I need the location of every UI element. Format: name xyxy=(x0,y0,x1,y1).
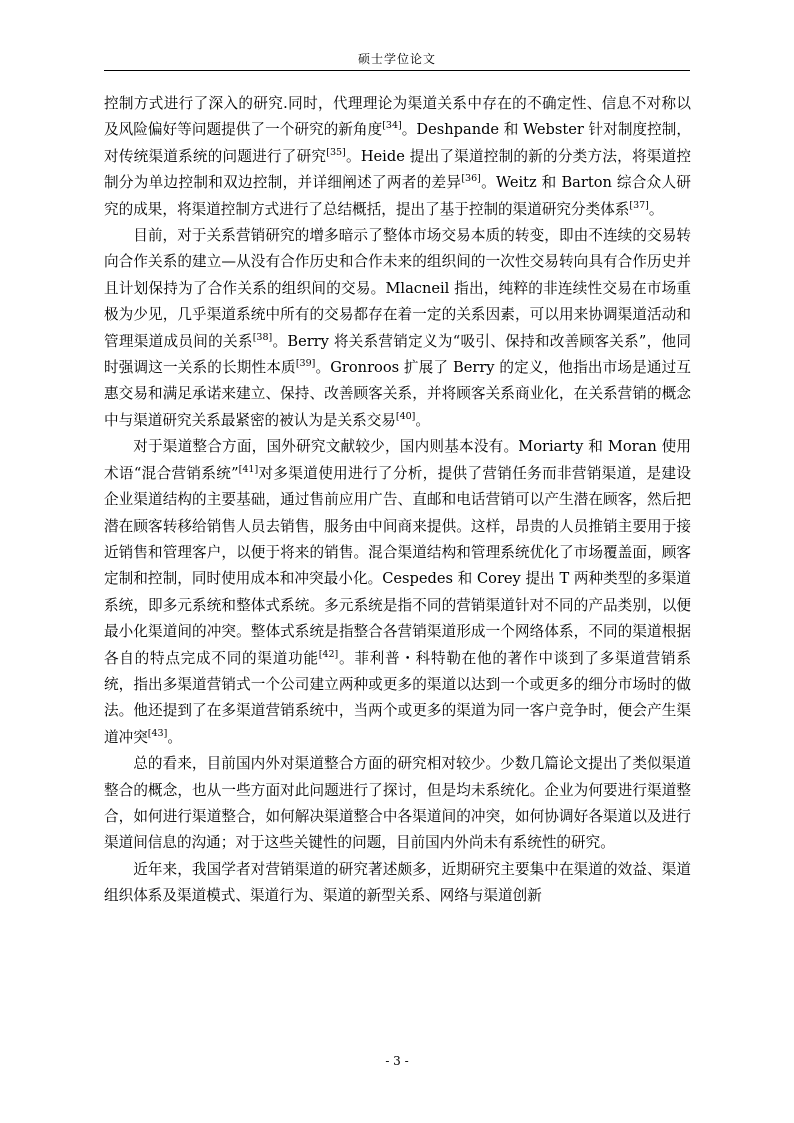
citation-ref: [34] xyxy=(382,120,402,132)
text-run: 总的看来，目前国内外对渠道整合方面的研究相对较少。少数几篇论文提出了类似渠道整合的概念，也从一些方面对此问题进行了探讨，但是均未系统化。企业为何要进行渠道整合，如何进行渠道整合，如何解决渠道整合中各渠道间的冲突，如何协调好各渠道以及进行渠道间信息的沟通；对于这些关键性的问题，目前国内外尚未有系统性的研究。 xyxy=(104,755,691,852)
text-run: 。 xyxy=(648,200,664,218)
text-run: 近年来，我国学者对营销渠道的研究著述颇多，近期研究主要集中在渠道的效益、渠道组织体系及渠道模式、渠道行为、渠道的新型关系、网络与渠道创新 xyxy=(104,860,691,905)
text-run: 。Heide 提出了渠道控制的新的分类方法，将渠道控制分为单边控制和双边控制，并详细阐述了两者的差异 xyxy=(104,147,691,192)
text-run: 。Weitz 和 Barton 综合众人研究的成果，将渠道控制方式进行了总结概括，提出了基于控制的渠道研究分类体系 xyxy=(104,174,691,218)
citation-ref: [41] xyxy=(238,463,259,475)
citation-ref: [42] xyxy=(318,648,339,660)
paragraph-3 xyxy=(104,434,691,751)
citation-ref: [36] xyxy=(461,173,481,185)
text-run: 。Gronroos 扩展了 Berry 的定义，他指出市场是通过互惠交易和满足承诺来建立、保持、改善顾客关系，并将顾客关系商业化，在关系营销的概念中与渠道研究关系最紧密的被认为是关系交易 xyxy=(104,359,691,429)
text-run: 。菲利普・科特勒在他的著作中谈到了多渠道营销系统，指出多渠道营销式一个公司建立两种或更多的渠道以达到一个或更多的细分市场时的做法。他还提到了在多渠道营销系统中，当两个或更多的渠道为同一客户竞争时，便会产生渠道冲突 xyxy=(104,649,691,746)
header-rule xyxy=(104,70,690,71)
paragraph-2 xyxy=(104,223,691,434)
body-text xyxy=(104,91,691,910)
running-header: 硕士学位论文 xyxy=(357,52,436,66)
text-run: 。 xyxy=(415,411,431,429)
citation-ref: [35] xyxy=(326,146,346,158)
citation-ref: [40] xyxy=(395,410,416,422)
text-run: 。Deshpande 和 Webster 针对制度控制，对传统渠道系统的问题进行了研究 xyxy=(104,121,691,165)
paragraph-1 xyxy=(104,91,691,223)
text-run: 。 xyxy=(167,728,182,746)
citation-ref: [39] xyxy=(295,358,316,370)
page-number: - 3 - xyxy=(385,1054,409,1068)
text-run: 对多渠道使用进行了分析，提供了营销任务而非营销渠道，是建设企业渠道结构的主要基础，通过售前应用广告、直邮和电话营销可以产生潜在顾客，然后把潜在顾客转移给销售人员去销售，服务由中间商来提供。这样，昂贵的人员推销主要用于接近销售和管理客户，以便于将来的销售。混合渠道结构和管理系统优化了市场覆盖面，顾客定制和控制，同时使用成本和冲突最小化。Cespedes 和 Corey 提出 T 两种类型的多渠道系统，即多元系统和整体式系统。多元系统是指不同的营销渠道针对不同的产品类别，以便最小化渠道间的冲突。整体式系统是指整合各营销渠道形成一个网络体系，不同的渠道根据各自的特点完成不同的渠道功能 xyxy=(104,464,691,667)
text-run: 控制方式进行了深入的研究.同时，代理理论为渠道关系中存在的不确定性、信息不对称以及风险偏好等问题提供了一个研究的新角度 xyxy=(104,95,691,139)
paragraph-4 xyxy=(104,751,691,857)
text-run: 。Berry 将关系营销定义为“吸引、保持和改善顾客关系”，他同时强调这一关系的长期性本质 xyxy=(104,332,691,377)
citation-ref: [37] xyxy=(629,199,649,211)
text-run: 目前，对于关系营销研究的增多暗示了整体市场交易本质的转变，即由不连续的交易转向合作关系的建立—从没有合作历史和合作未来的组织间的一次性交易转向具有合作历史并且计划保持为了合作关系的组织间的交易。Mlacneil 指出，纯粹的非连续性交易在市场重极为少见，几乎渠道系统中所有的交易都存在着一定的关系因素，可以用来协调渠道活动和管理渠道成员间的关系 xyxy=(104,227,691,350)
citation-ref: [43] xyxy=(147,727,168,739)
paragraph-5 xyxy=(104,857,691,910)
text-run: 对于渠道整合方面，国外研究文献较少，国内则基本没有。Moriarty 和 Moran 使用术语“混合营销系统” xyxy=(104,438,691,482)
citation-ref: [38] xyxy=(252,331,273,343)
